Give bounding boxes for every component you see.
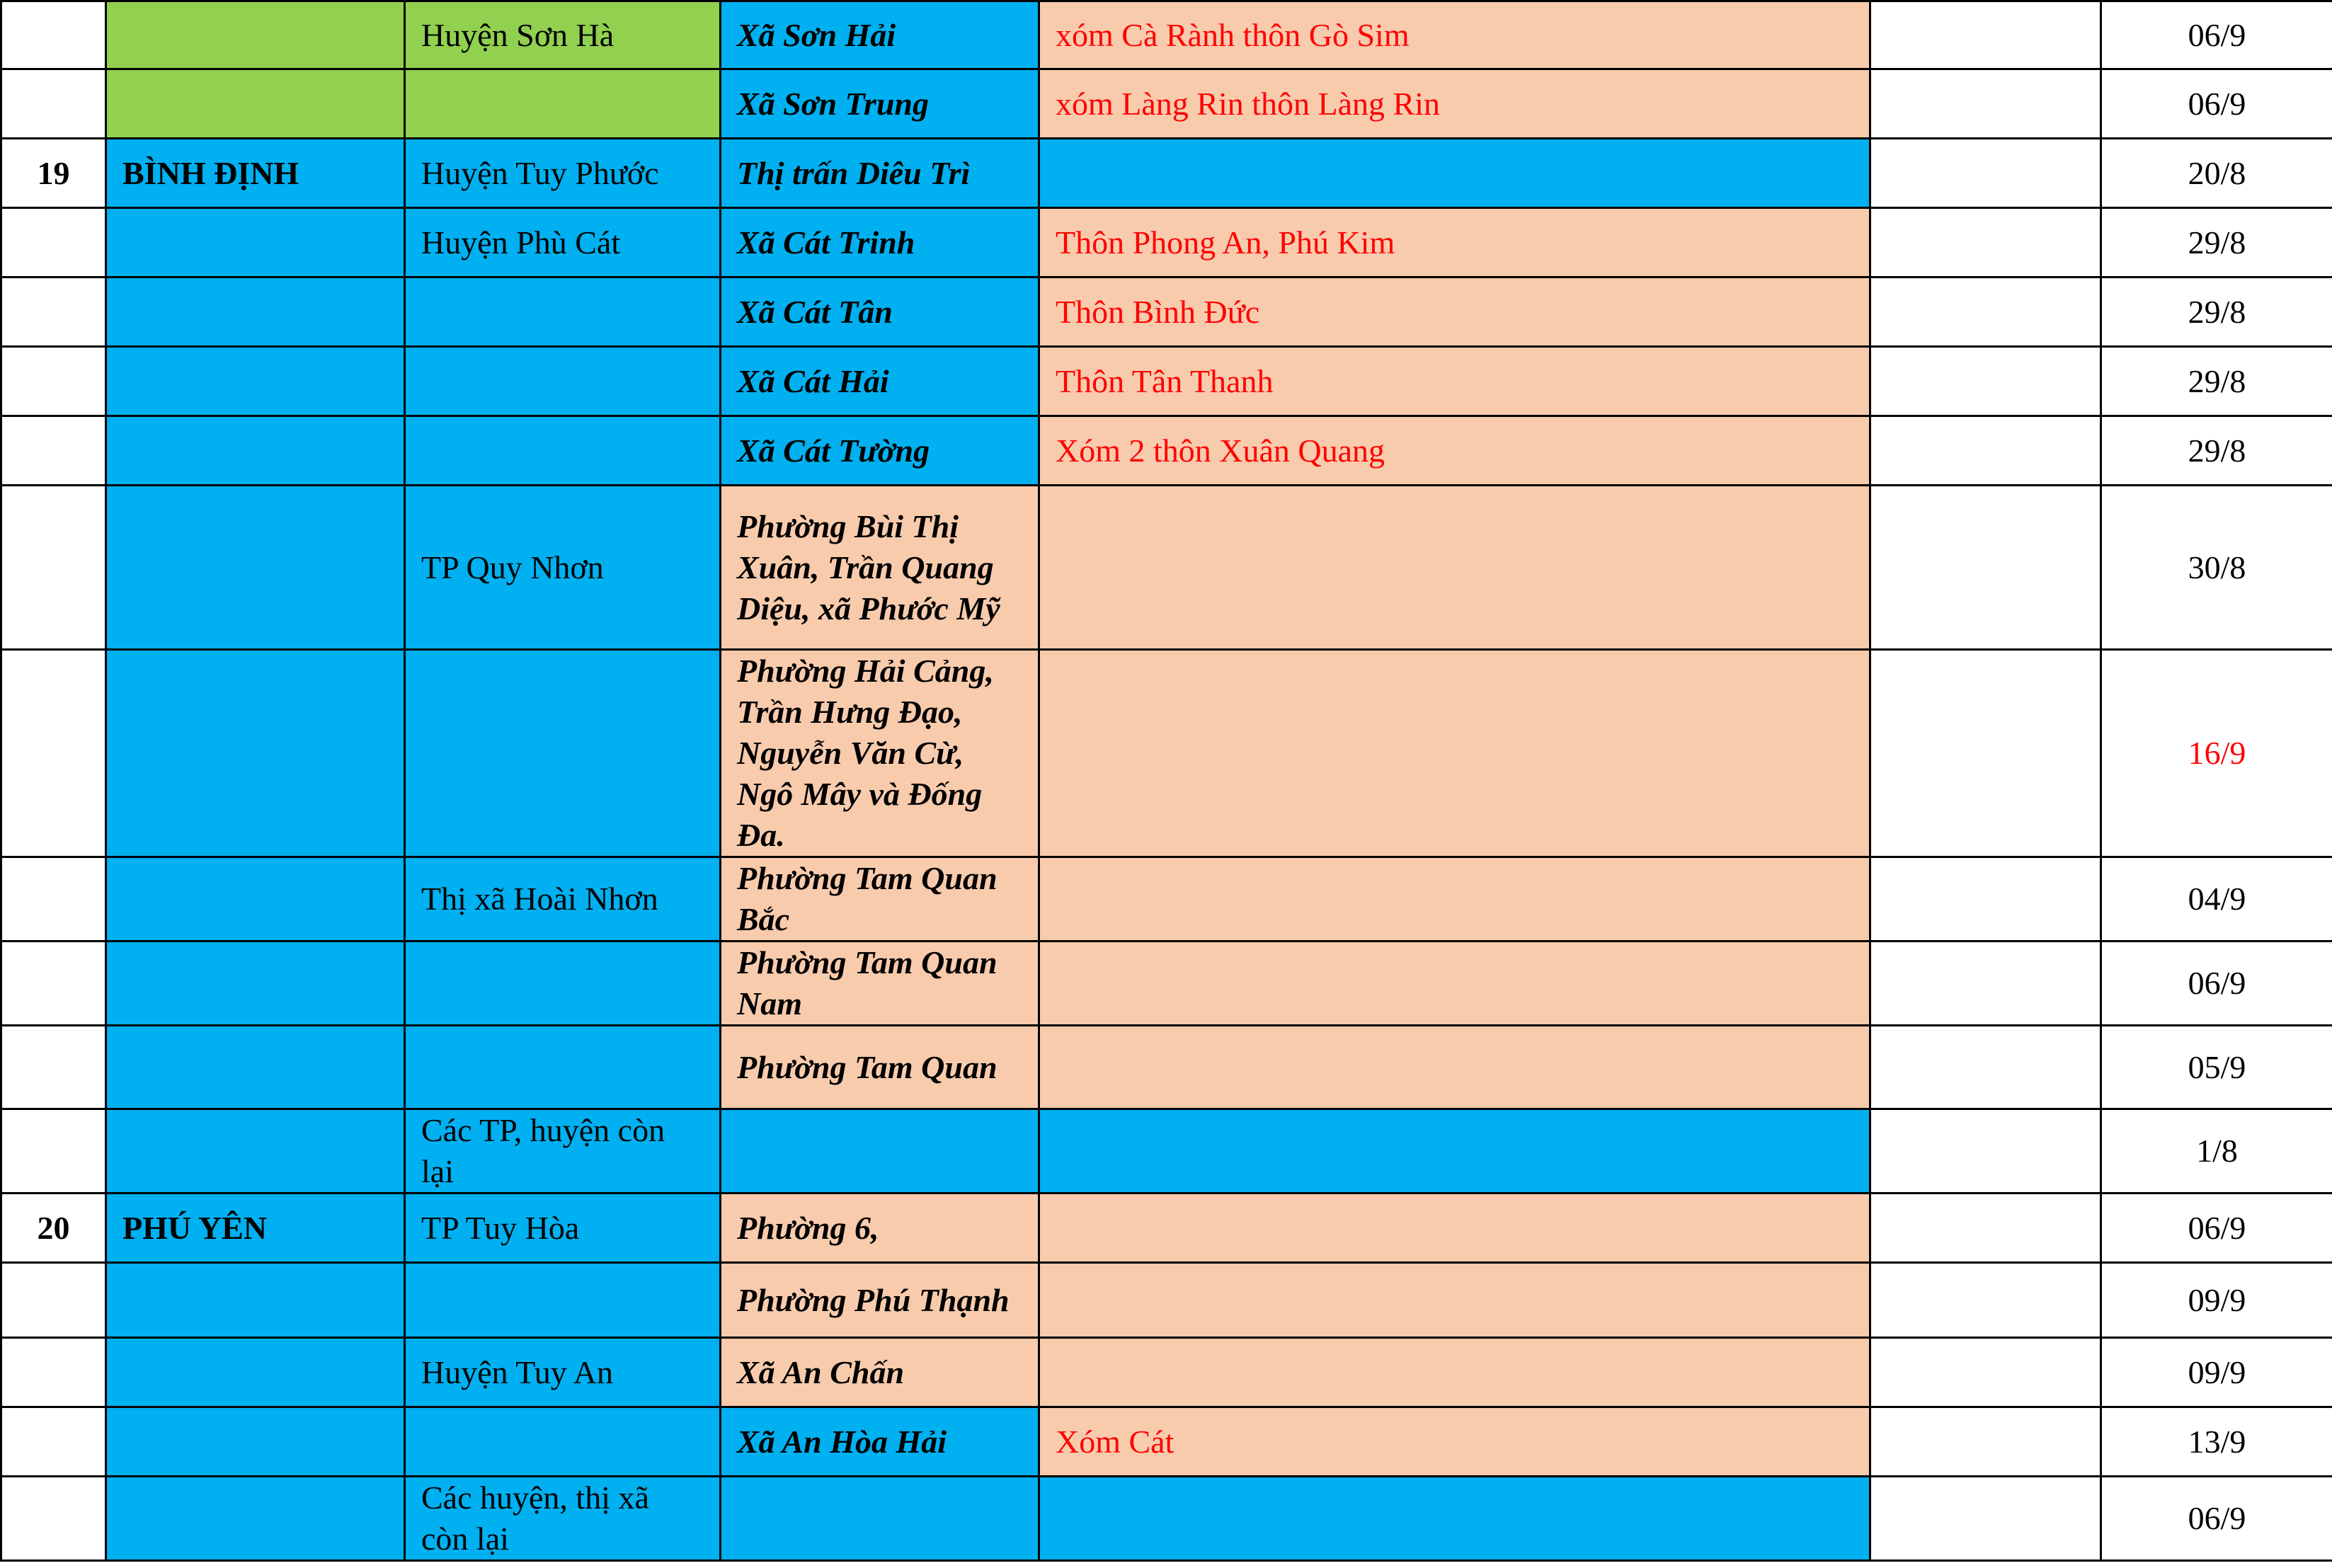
blank-cell xyxy=(1870,1338,2101,1407)
date-cell: 13/9 xyxy=(2101,1407,2332,1477)
district-cell xyxy=(405,69,721,139)
hamlet-cell xyxy=(1039,650,1870,857)
table-row xyxy=(1,650,2332,857)
district-cell xyxy=(405,277,721,347)
table-row xyxy=(1,1263,2332,1338)
province-cell xyxy=(106,1,405,69)
blank-cell xyxy=(1870,139,2101,208)
ward-cell: Xã Sơn Trung xyxy=(721,69,1039,139)
ward-cell: Xã Cát Hải xyxy=(721,347,1039,416)
district-cell: Các TP, huyện còn lại xyxy=(405,1109,721,1194)
province-cell xyxy=(106,486,405,650)
table-row xyxy=(1,139,2332,208)
province-cell xyxy=(106,208,405,277)
table-row xyxy=(1,1026,2332,1109)
ward-cell: Xã An Hòa Hải xyxy=(721,1407,1039,1477)
date-cell: 29/8 xyxy=(2101,347,2332,416)
stt-cell: 19 xyxy=(1,139,106,208)
district-cell: Các huyện, thị xã còn lại xyxy=(405,1477,721,1561)
province-cell xyxy=(106,1338,405,1407)
stt-cell xyxy=(1,650,106,857)
date-cell: 09/9 xyxy=(2101,1263,2332,1338)
stt-cell xyxy=(1,1407,106,1477)
stt-cell xyxy=(1,1,106,69)
table-row xyxy=(1,1194,2332,1263)
table-row xyxy=(1,486,2332,650)
district-cell: Huyện Sơn Hà xyxy=(405,1,721,69)
date-cell: 29/8 xyxy=(2101,277,2332,347)
table-row xyxy=(1,942,2332,1026)
district-cell: Huyện Tuy An xyxy=(405,1338,721,1407)
province-cell xyxy=(106,650,405,857)
blank-cell xyxy=(1870,857,2101,942)
stt-cell xyxy=(1,857,106,942)
date-cell: 06/9 xyxy=(2101,1,2332,69)
date-cell: 20/8 xyxy=(2101,139,2332,208)
stt-cell xyxy=(1,416,106,486)
blank-cell xyxy=(1870,347,2101,416)
table-body xyxy=(1,1,2332,1561)
ward-cell: Phường Tam Quan xyxy=(721,1026,1039,1109)
hamlet-cell xyxy=(1039,1338,1870,1407)
hamlet-cell xyxy=(1039,1109,1870,1194)
stt-cell xyxy=(1,1026,106,1109)
stt-cell: 20 xyxy=(1,1194,106,1263)
table-row xyxy=(1,416,2332,486)
district-cell: Huyện Tuy Phước xyxy=(405,139,721,208)
date-cell: 06/9 xyxy=(2101,1194,2332,1263)
ward-cell: Xã Cát Tường xyxy=(721,416,1039,486)
blank-cell xyxy=(1870,277,2101,347)
ward-cell: Phường Tam Quan Bắc xyxy=(721,857,1039,942)
blank-cell xyxy=(1870,1109,2101,1194)
province-cell xyxy=(106,1477,405,1561)
table-row xyxy=(1,69,2332,139)
stt-cell xyxy=(1,1263,106,1338)
district-cell xyxy=(405,942,721,1026)
province-cell xyxy=(106,857,405,942)
date-cell: 04/9 xyxy=(2101,857,2332,942)
province-cell xyxy=(106,277,405,347)
stt-cell xyxy=(1,208,106,277)
hamlet-cell xyxy=(1039,139,1870,208)
blank-cell xyxy=(1870,1,2101,69)
date-cell: 05/9 xyxy=(2101,1026,2332,1109)
hamlet-cell xyxy=(1039,1194,1870,1263)
date-cell: 29/8 xyxy=(2101,416,2332,486)
hamlet-cell: xóm Làng Rin thôn Làng Rin xyxy=(1039,69,1870,139)
blank-cell xyxy=(1870,1263,2101,1338)
blank-cell xyxy=(1870,208,2101,277)
blank-cell xyxy=(1870,1477,2101,1561)
province-cell xyxy=(106,69,405,139)
hamlet-cell: Xóm Cát xyxy=(1039,1407,1870,1477)
ward-cell: Phường Bùi Thị Xuân, Trần Quang Diệu, xã Phước Mỹ xyxy=(721,486,1039,650)
table-row xyxy=(1,1477,2332,1561)
date-cell: 06/9 xyxy=(2101,69,2332,139)
hamlet-cell xyxy=(1039,486,1870,650)
table-row xyxy=(1,857,2332,942)
date-cell: 29/8 xyxy=(2101,208,2332,277)
hamlet-cell xyxy=(1039,1477,1870,1561)
ward-cell xyxy=(721,1477,1039,1561)
province-cell xyxy=(106,1263,405,1338)
district-cell: Thị xã Hoài Nhơn xyxy=(405,857,721,942)
blank-cell xyxy=(1870,650,2101,857)
date-cell: 30/8 xyxy=(2101,486,2332,650)
stt-cell xyxy=(1,69,106,139)
ward-cell: Xã Cát Trinh xyxy=(721,208,1039,277)
table-row xyxy=(1,1,2332,69)
ward-cell: Phường Hải Cảng, Trần Hưng Đạo, Nguyễn Văn Cừ, Ngô Mây và Đống Đa. xyxy=(721,650,1039,857)
table-row xyxy=(1,1109,2332,1194)
ward-cell: Thị trấn Diêu Trì xyxy=(721,139,1039,208)
stt-cell xyxy=(1,1477,106,1561)
ward-cell: Phường Tam Quan Nam xyxy=(721,942,1039,1026)
ward-cell: Phường 6, xyxy=(721,1194,1039,1263)
province-cell xyxy=(106,416,405,486)
district-cell xyxy=(405,416,721,486)
stt-cell xyxy=(1,277,106,347)
stt-cell xyxy=(1,1338,106,1407)
stt-cell xyxy=(1,942,106,1026)
table-row xyxy=(1,1407,2332,1477)
date-cell: 09/9 xyxy=(2101,1338,2332,1407)
ward-cell: Phường Phú Thạnh xyxy=(721,1263,1039,1338)
date-cell: 16/9 xyxy=(2101,650,2332,857)
hamlet-cell: Thôn Phong An, Phú Kim xyxy=(1039,208,1870,277)
date-cell: 06/9 xyxy=(2101,942,2332,1026)
hamlet-cell: Xóm 2 thôn Xuân Quang xyxy=(1039,416,1870,486)
hamlet-cell xyxy=(1039,942,1870,1026)
blank-cell xyxy=(1870,416,2101,486)
ward-cell: Xã Cát Tân xyxy=(721,277,1039,347)
table-row xyxy=(1,277,2332,347)
district-cell xyxy=(405,1263,721,1338)
hamlet-cell: Thôn Bình Đức xyxy=(1039,277,1870,347)
stt-cell xyxy=(1,1109,106,1194)
province-cell: BÌNH ĐỊNH xyxy=(106,139,405,208)
hamlet-cell xyxy=(1039,1026,1870,1109)
district-cell xyxy=(405,347,721,416)
ward-cell: Xã An Chấn xyxy=(721,1338,1039,1407)
blank-cell xyxy=(1870,486,2101,650)
ward-cell xyxy=(721,1109,1039,1194)
blank-cell xyxy=(1870,1407,2101,1477)
table-row xyxy=(1,1338,2332,1407)
district-cell: TP Tuy Hòa xyxy=(405,1194,721,1263)
hamlet-cell: xóm Cà Rành thôn Gò Sim xyxy=(1039,1,1870,69)
hamlet-cell xyxy=(1039,1263,1870,1338)
district-cell: TP Quy Nhơn xyxy=(405,486,721,650)
district-cell xyxy=(405,650,721,857)
province-cell xyxy=(106,347,405,416)
table-row xyxy=(1,347,2332,416)
blank-cell xyxy=(1870,1194,2101,1263)
table-row xyxy=(1,208,2332,277)
province-cell xyxy=(106,942,405,1026)
blank-cell xyxy=(1870,1026,2101,1109)
date-cell: 1/8 xyxy=(2101,1109,2332,1194)
province-cell xyxy=(106,1109,405,1194)
stt-cell xyxy=(1,347,106,416)
district-cell: Huyện Phù Cát xyxy=(405,208,721,277)
date-cell: 06/9 xyxy=(2101,1477,2332,1561)
hamlet-cell: Thôn Tân Thanh xyxy=(1039,347,1870,416)
province-cell xyxy=(106,1407,405,1477)
blank-cell xyxy=(1870,942,2101,1026)
district-cell xyxy=(405,1026,721,1109)
stt-cell xyxy=(1,486,106,650)
ward-cell: Xã Sơn Hải xyxy=(721,1,1039,69)
hamlet-cell xyxy=(1039,857,1870,942)
province-cell: PHÚ YÊN xyxy=(106,1194,405,1263)
blank-cell xyxy=(1870,69,2101,139)
province-cell xyxy=(106,1026,405,1109)
district-cell xyxy=(405,1407,721,1477)
